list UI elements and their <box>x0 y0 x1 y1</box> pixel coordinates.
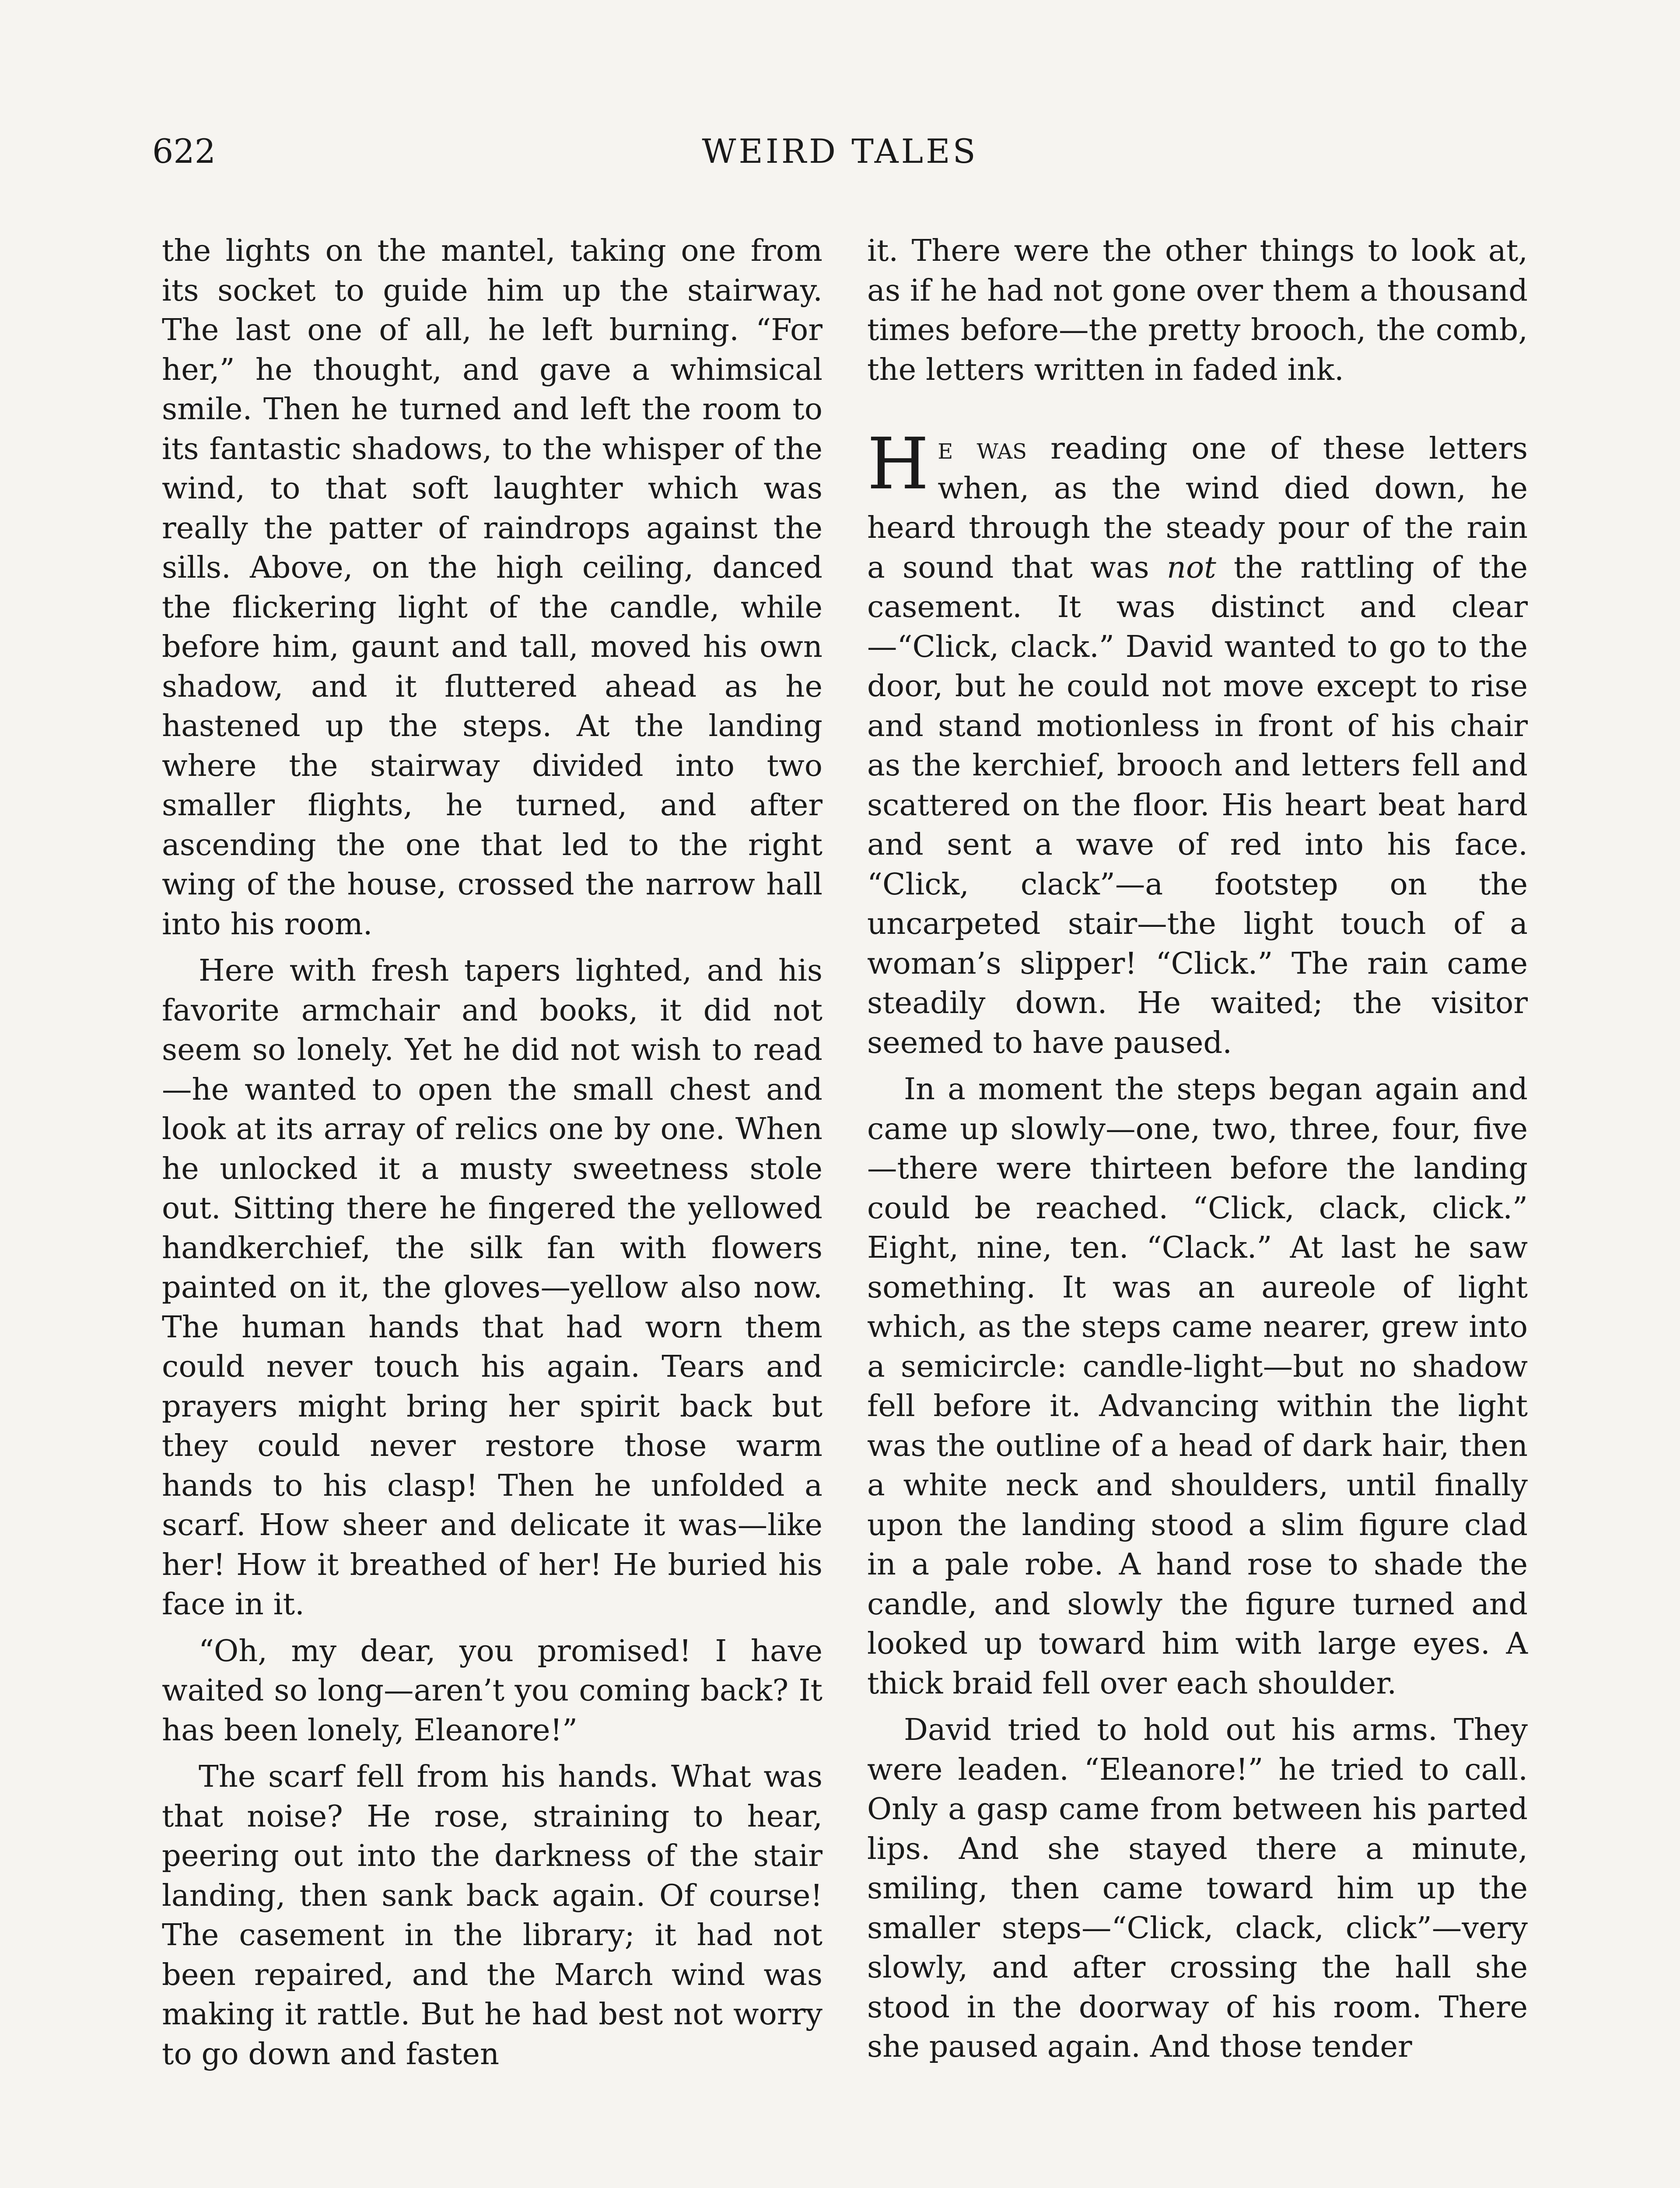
paragraph-text: reading one of these letters when, as the wind died down, he heard through the steady pour of the rain a sound that was <box>867 431 1528 585</box>
running-title: WEIRD TALES <box>702 132 978 171</box>
paragraph: In a moment the steps began again and came up slowly—one, two, three, four, five—there were thirteen before the landing could be reached. “Click, clack, click.” Eight, nine, ten. “Clack.” At last he saw something. It was an aureole of light which, as the steps came nearer, grew into a semicircle: candle-light—but no shadow fell before it. Advancing within the light was the outline of a head of dark hair, then a white neck and shoulders, until finally upon the landing stood a slim figure clad in a pale robe. A hand rose to shade the candle, and slowly the figure turned and looked up toward him with large eyes. A thick braid fell over each shoulder. <box>867 1072 1528 1701</box>
paragraph: the lights on the mantel, taking one from its socket to guide him up the stairway. The last one of all, he left burning. “For her,” he thought, and gave a whimsical smile. Then he turned and left the room to its fantastic shadows, to the whisper of the wind, to that soft laughter which was really the patter of raindrops against the sills. Above, on the high ceiling, danced the flickering light of the candle, while before him, gaunt and tall, moved his own shadow, and it fluttered ahead as he hastened up the steps. At the landing where the stairway divided into two smaller flights, he turned, and after ascending the one that led to the right wing of the house, crossed the narrow hall into his room. <box>162 233 822 942</box>
section-start-paragraph <box>867 423 1528 1062</box>
drop-cap: H <box>867 423 929 505</box>
italic-word: not <box>1166 550 1216 585</box>
left-column <box>162 231 822 2074</box>
paragraph: “Oh, my dear, you promised! I have waited so long—aren’t you coming back? It has been lonely, Eleanore!” <box>162 1633 822 1748</box>
paragraph-text: the rattling of the casement. It was distinct and clear—“Click, clack.” David wanted to go to the door, but he could not move except to rise and stand motionless in front of his chair as the kerchief, brooch and letters fell and scattered on the floor. His heart beat hard and sent a wave of red into his face. “Click, clack”—a footstep on the uncarpeted stair—the light touch of a woman’s slipper! “Click.” The rain came steadily down. He waited; the visitor seemed to have paused. <box>867 550 1528 1060</box>
paragraph: Here with fresh tapers lighted, and his favorite armchair and books, it did not seem so lonely. Yet he did not wish to read—he wanted to open the small chest and look at its array of relics one by one. When he unlocked it a musty sweetness stole out. Sitting there he fingered the yellowed handkerchief, the silk fan with flowers painted on it, the gloves—yellow also now. The human hands that had worn them could never touch his again. Tears and prayers might bring her spirit back but they could never restore those warm hands to his clasp! Then he unfolded a scarf. How sheer and delicate it was—like her! How it breathed of her! He buried his face in it. <box>162 953 822 1622</box>
small-caps-lead: e was <box>938 431 1027 466</box>
paragraph: David tried to hold out his arms. They were leaden. “Eleanore!” he tried to call. Only a gasp came from between his parted lips. And she stayed there a minute, smiling, then came toward him up the smaller steps—“Click, clack, click”—very slowly, and after crossing the hall she stood in the doorway of his room. There she paused again. And those tender <box>867 1712 1528 2064</box>
page-number: 622 <box>152 132 216 171</box>
paragraph: The scarf fell from his hands. What was that noise? He rose, straining to hear, peering out into the darkness of the stair landing, then sank back again. Of course! The casement in the library; it had not been repaired, and the March wind was making it rattle. But he had best not worry to go down and fasten <box>162 1759 822 2072</box>
right-column <box>867 231 1528 2067</box>
paragraph: it. There were the other things to look at, as if he had not gone over them a thousand times before—the pretty brooch, the comb, the letters written in faded ink. <box>867 233 1528 387</box>
